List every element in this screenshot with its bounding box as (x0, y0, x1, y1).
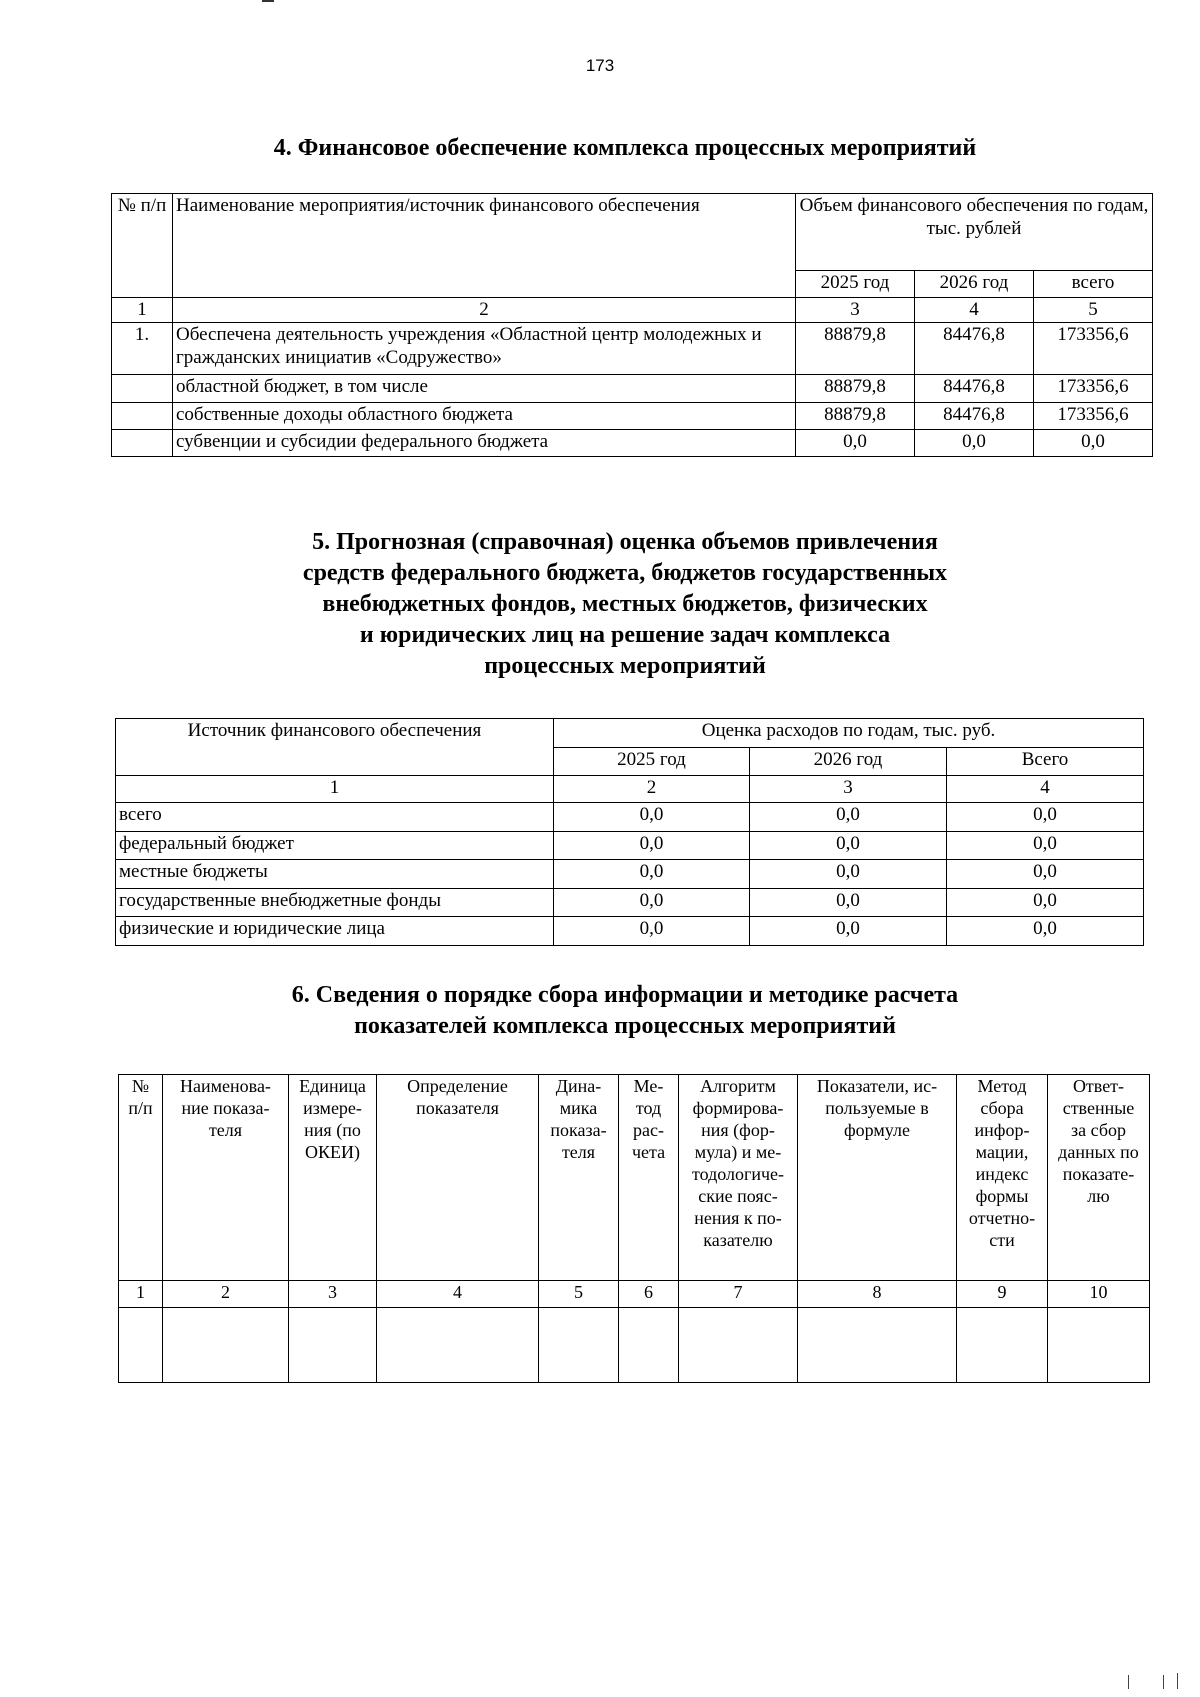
col-number: 5 (1034, 298, 1153, 323)
row-2026: 0,0 (750, 832, 947, 860)
header-line: Наименова- (180, 1076, 271, 1096)
header-line: ские пояс- (698, 1186, 778, 1206)
empty-cell (377, 1308, 539, 1383)
header-total: всего (1034, 271, 1153, 298)
header-num (119, 1075, 163, 1281)
header-line: Ответ- (1072, 1076, 1125, 1096)
col-number: 8 (798, 1281, 957, 1308)
row-2025: 88879,8 (796, 403, 915, 430)
row-2026: 0,0 (750, 803, 947, 832)
row-total: 173356,6 (1034, 323, 1153, 375)
row-name: областной бюджет, в том числе (173, 375, 796, 403)
section-4-title-text: 4. Финансовое обеспечение комплекса процессных мероприятий (273, 135, 977, 161)
row-2025: 0,0 (554, 889, 750, 917)
header-calc-method (619, 1075, 679, 1281)
header-2026: 2026 год (750, 748, 947, 776)
header-line: показате- (1062, 1164, 1135, 1184)
row-total: 0,0 (947, 889, 1144, 917)
header-unit (289, 1075, 377, 1281)
header-line: формуле (844, 1120, 910, 1140)
table-header-row (116, 719, 1144, 748)
empty-cell (163, 1308, 289, 1383)
row-name: местные бюджеты (116, 860, 554, 889)
row-2025: 88879,8 (796, 375, 915, 403)
header-line: № (131, 1076, 150, 1096)
col-number: 3 (750, 776, 947, 803)
row-name: физические и юридические лица (116, 917, 554, 946)
row-2026: 0,0 (750, 860, 947, 889)
col-number: 9 (957, 1281, 1048, 1308)
empty-cell (539, 1308, 619, 1383)
header-name: Наименование мероприятия/источник финансового обеспечения (173, 194, 796, 298)
section-6-title-line: 6. Сведения о порядке сбора информации и методике расчета (291, 982, 959, 1008)
header-line: мика (559, 1098, 598, 1118)
header-line: чета (631, 1142, 666, 1162)
header-algorithm (679, 1075, 798, 1281)
header-line: Дина- (555, 1076, 602, 1096)
table-row (116, 889, 1144, 917)
col-number: 2 (173, 298, 796, 323)
col-number: 6 (619, 1281, 679, 1308)
header-line: казателю (703, 1230, 773, 1250)
row-num: 1. (112, 323, 173, 375)
section-5-title-line: процессных мероприятий (484, 653, 766, 679)
row-name: государственные внебюджетные фонды (116, 889, 554, 917)
empty-cell (798, 1308, 957, 1383)
header-line: теля (561, 1142, 596, 1162)
header-line: тод (635, 1098, 662, 1118)
header-collection-method (957, 1075, 1048, 1281)
header-line: теля (208, 1120, 243, 1140)
header-definition (377, 1075, 539, 1281)
table-row (112, 323, 1153, 375)
table-row (112, 430, 1153, 457)
header-line: нения к по- (694, 1208, 782, 1228)
header-line: Ме- (633, 1076, 664, 1096)
header-line: Алгоритм (700, 1076, 776, 1096)
empty-cell (289, 1308, 377, 1383)
row-2026: 0,0 (750, 889, 947, 917)
col-number: 2 (554, 776, 750, 803)
row-name: федеральный бюджет (116, 832, 554, 860)
header-line: ственные (1062, 1098, 1135, 1118)
empty-cell (957, 1308, 1048, 1383)
header-line: Определение (407, 1076, 508, 1096)
empty-cell (619, 1308, 679, 1383)
row-2025: 0,0 (796, 430, 915, 457)
scan-mark (1177, 1673, 1178, 1689)
header-2026: 2026 год (915, 271, 1034, 298)
table-header-row (119, 1075, 1150, 1281)
empty-row (119, 1308, 1150, 1383)
row-2026: 84476,8 (915, 375, 1034, 403)
header-line: данных по (1058, 1142, 1139, 1162)
row-total: 0,0 (947, 803, 1144, 832)
header-line: формирова- (692, 1098, 784, 1118)
header-line: формы (975, 1186, 1029, 1206)
row-name: всего (116, 803, 554, 832)
empty-cell (1048, 1308, 1150, 1383)
section-5-title (0, 527, 1200, 682)
section-4-title (0, 133, 1200, 164)
header-total: Всего (947, 748, 1144, 776)
row-total: 173356,6 (1034, 403, 1153, 430)
col-number: 1 (119, 1281, 163, 1308)
scan-mark (1128, 1675, 1164, 1689)
table-row (116, 832, 1144, 860)
header-indicator-name (163, 1075, 289, 1281)
col-number: 4 (377, 1281, 539, 1308)
header-dynamics (539, 1075, 619, 1281)
row-2026: 84476,8 (915, 403, 1034, 430)
header-line: Единица (299, 1076, 366, 1096)
row-total: 0,0 (1034, 430, 1153, 457)
col-number: 4 (947, 776, 1144, 803)
header-line: за сбор (1071, 1120, 1126, 1140)
col-number: 4 (915, 298, 1034, 323)
row-num (112, 375, 173, 403)
methodology-table (118, 1074, 1150, 1383)
col-number: 5 (539, 1281, 619, 1308)
header-line: индекс (975, 1164, 1029, 1184)
header-line: пользуемые в (825, 1098, 929, 1118)
header-line: ния (по (304, 1120, 361, 1140)
header-line: сбора (980, 1098, 1024, 1118)
row-name: субвенции и субсидии федерального бюджета (173, 430, 796, 457)
scan-mark (262, 0, 274, 2)
header-line: ния (фор- (701, 1120, 775, 1140)
header-line: п/п (128, 1098, 153, 1118)
empty-cell (679, 1308, 798, 1383)
row-2025: 0,0 (554, 832, 750, 860)
section-6-title (0, 980, 1200, 1042)
header-num: № п/п (112, 194, 173, 298)
row-2026: 84476,8 (915, 323, 1034, 375)
row-2026: 0,0 (915, 430, 1034, 457)
page-number: 173 (585, 56, 615, 75)
header-line: Метод (977, 1076, 1027, 1096)
table-row (116, 803, 1144, 832)
col-number: 1 (116, 776, 554, 803)
row-2025: 0,0 (554, 860, 750, 889)
col-number: 10 (1048, 1281, 1150, 1308)
header-line: измере- (303, 1098, 362, 1118)
column-number-row (112, 298, 1153, 323)
table-row (112, 403, 1153, 430)
col-number: 7 (679, 1281, 798, 1308)
header-formula-indicators (798, 1075, 957, 1281)
section-5-title-line: 5. Прогнозная (справочная) оценка объемов привлечения (312, 529, 938, 555)
section-5-title-line: внебюджетных фондов, местных бюджетов, физических (322, 591, 928, 617)
header-source: Источник финансового обеспечения (116, 719, 554, 776)
column-number-row (116, 776, 1144, 803)
row-num (112, 430, 173, 457)
header-line: мации, (975, 1142, 1029, 1162)
header-estimate: Оценка расходов по годам, тыс. руб. (554, 719, 1144, 748)
empty-cell (119, 1308, 163, 1383)
forecast-table (115, 718, 1144, 946)
header-line: показателя (416, 1098, 499, 1118)
section-5-title-line: средств федерального бюджета, бюджетов государственных (302, 560, 948, 586)
header-responsible (1048, 1075, 1150, 1281)
section-5-title-line: и юридических лиц на решение задач комплекса (359, 622, 891, 648)
header-line: лю (1087, 1186, 1110, 1206)
row-2026: 0,0 (750, 917, 947, 946)
row-total: 0,0 (947, 917, 1144, 946)
table-row (116, 860, 1144, 889)
header-volume: Объем финансового обеспечения по годам, тыс. рублей (796, 194, 1153, 271)
header-line: показа- (550, 1120, 607, 1140)
col-number: 3 (796, 298, 915, 323)
row-total: 173356,6 (1034, 375, 1153, 403)
col-number: 3 (289, 1281, 377, 1308)
col-number: 1 (112, 298, 173, 323)
header-line: ОКЕИ) (305, 1142, 360, 1162)
table-row (116, 917, 1144, 946)
row-total: 0,0 (947, 860, 1144, 889)
header-line: рас- (633, 1120, 664, 1140)
col-number: 2 (163, 1281, 289, 1308)
header-line: ние показа- (181, 1098, 270, 1118)
header-line: отчетно- (968, 1208, 1036, 1228)
header-2025: 2025 год (796, 271, 915, 298)
row-name: Обеспечена деятельность учреждения «Областной центр молодежных и гражданских инициатив «Содружество» (173, 323, 796, 375)
header-2025: 2025 год (554, 748, 750, 776)
row-total: 0,0 (947, 832, 1144, 860)
row-num (112, 403, 173, 430)
row-2025: 88879,8 (796, 323, 915, 375)
column-number-row (119, 1281, 1150, 1308)
table-row (112, 375, 1153, 403)
header-line: Показатели, ис- (816, 1076, 938, 1096)
header-line: мула) и ме- (694, 1142, 782, 1162)
financing-table (111, 193, 1153, 457)
section-6-title-line: показателей комплекса процессных мероприятий (354, 1013, 896, 1039)
table-header-row (112, 194, 1153, 271)
header-line: тодологиче- (691, 1164, 785, 1184)
row-2025: 0,0 (554, 917, 750, 946)
row-name: собственные доходы областного бюджета (173, 403, 796, 430)
row-2025: 0,0 (554, 803, 750, 832)
header-line: сти (989, 1230, 1015, 1250)
header-line: инфор- (974, 1120, 1030, 1140)
